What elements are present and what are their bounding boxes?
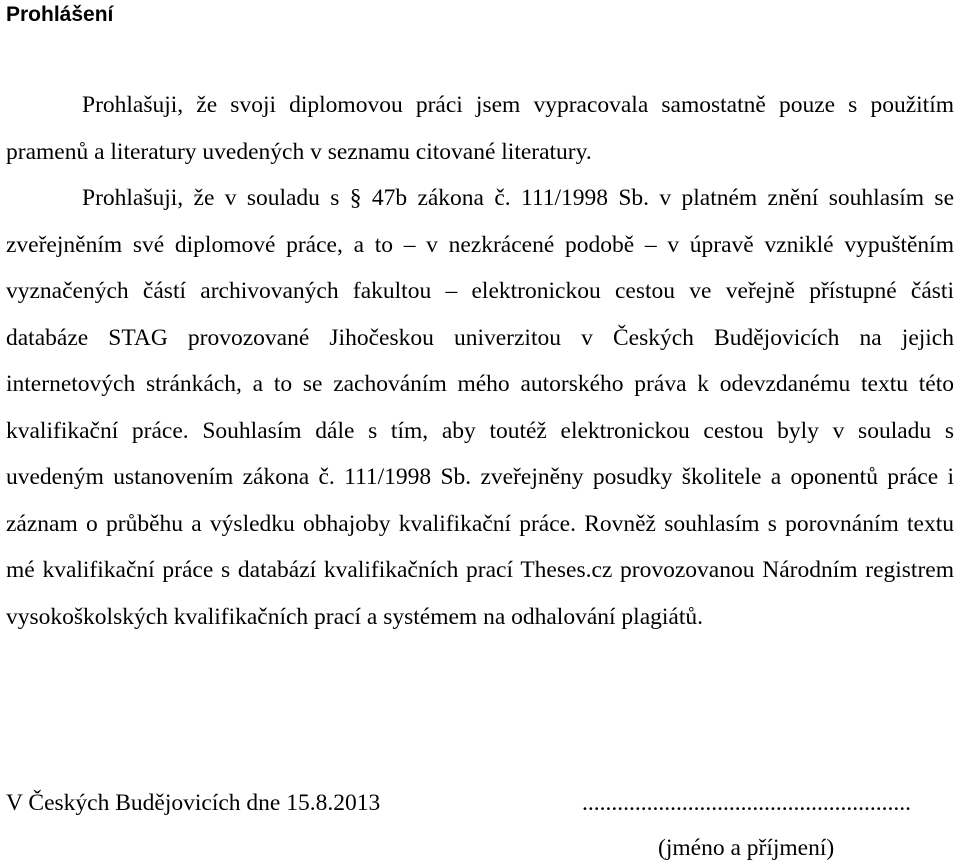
declaration-paragraph-publication-consent: Prohlašuji, že v souladu s § 47b zákona č. 111/1998 Sb. v platném znění souhlasím se zveřejněním své diplomové práce, a to – v nezkrácené podobě – v úpravě vzniklé vypuštěním vyznačených částí archivovaných fakultou – elektronickou cestou ve veřejně přístupné části databáze STAG provozované Jihočeskou univerzitou v Českých Budějovicích na jejich internetových stránkách, a to se zachováním mého autorského práva k odevzdanému textu této kvalifikační práce. Souhlasím dále s tím, aby toutéž elektronickou cestou byly v souladu s uvedeným ustanovením zákona č. 111/1998 Sb. zveřejněny posudky školitele a oponentů práce i záznam o průběhu a výsledku obhajoby kvalifikační práce. Rovněž souhlasím s porovnáním textu mé kvalifikační práce s databází kvalifikačních prací Theses.cz provozovanou Národním registrem vysokoškolských kvalifikačních prací a systémem na odhalování plagiátů. (6, 185, 954, 630)
place-and-date: V Českých Budějovicích dne 15.8.2013 (6, 790, 381, 816)
signature-line: ........................................................ (582, 790, 911, 816)
declaration-paragraph-authorship: Prohlašuji, že svoji diplomovou práci jsem vypracovala samostatně pouze s použitím pramenů a literatury uvedených v seznamu citované literatury. (6, 92, 954, 165)
signature-row (6, 785, 954, 821)
signature-caption: (jméno a příjmení) (658, 835, 835, 861)
page-title: Prohlášení (6, 3, 114, 26)
